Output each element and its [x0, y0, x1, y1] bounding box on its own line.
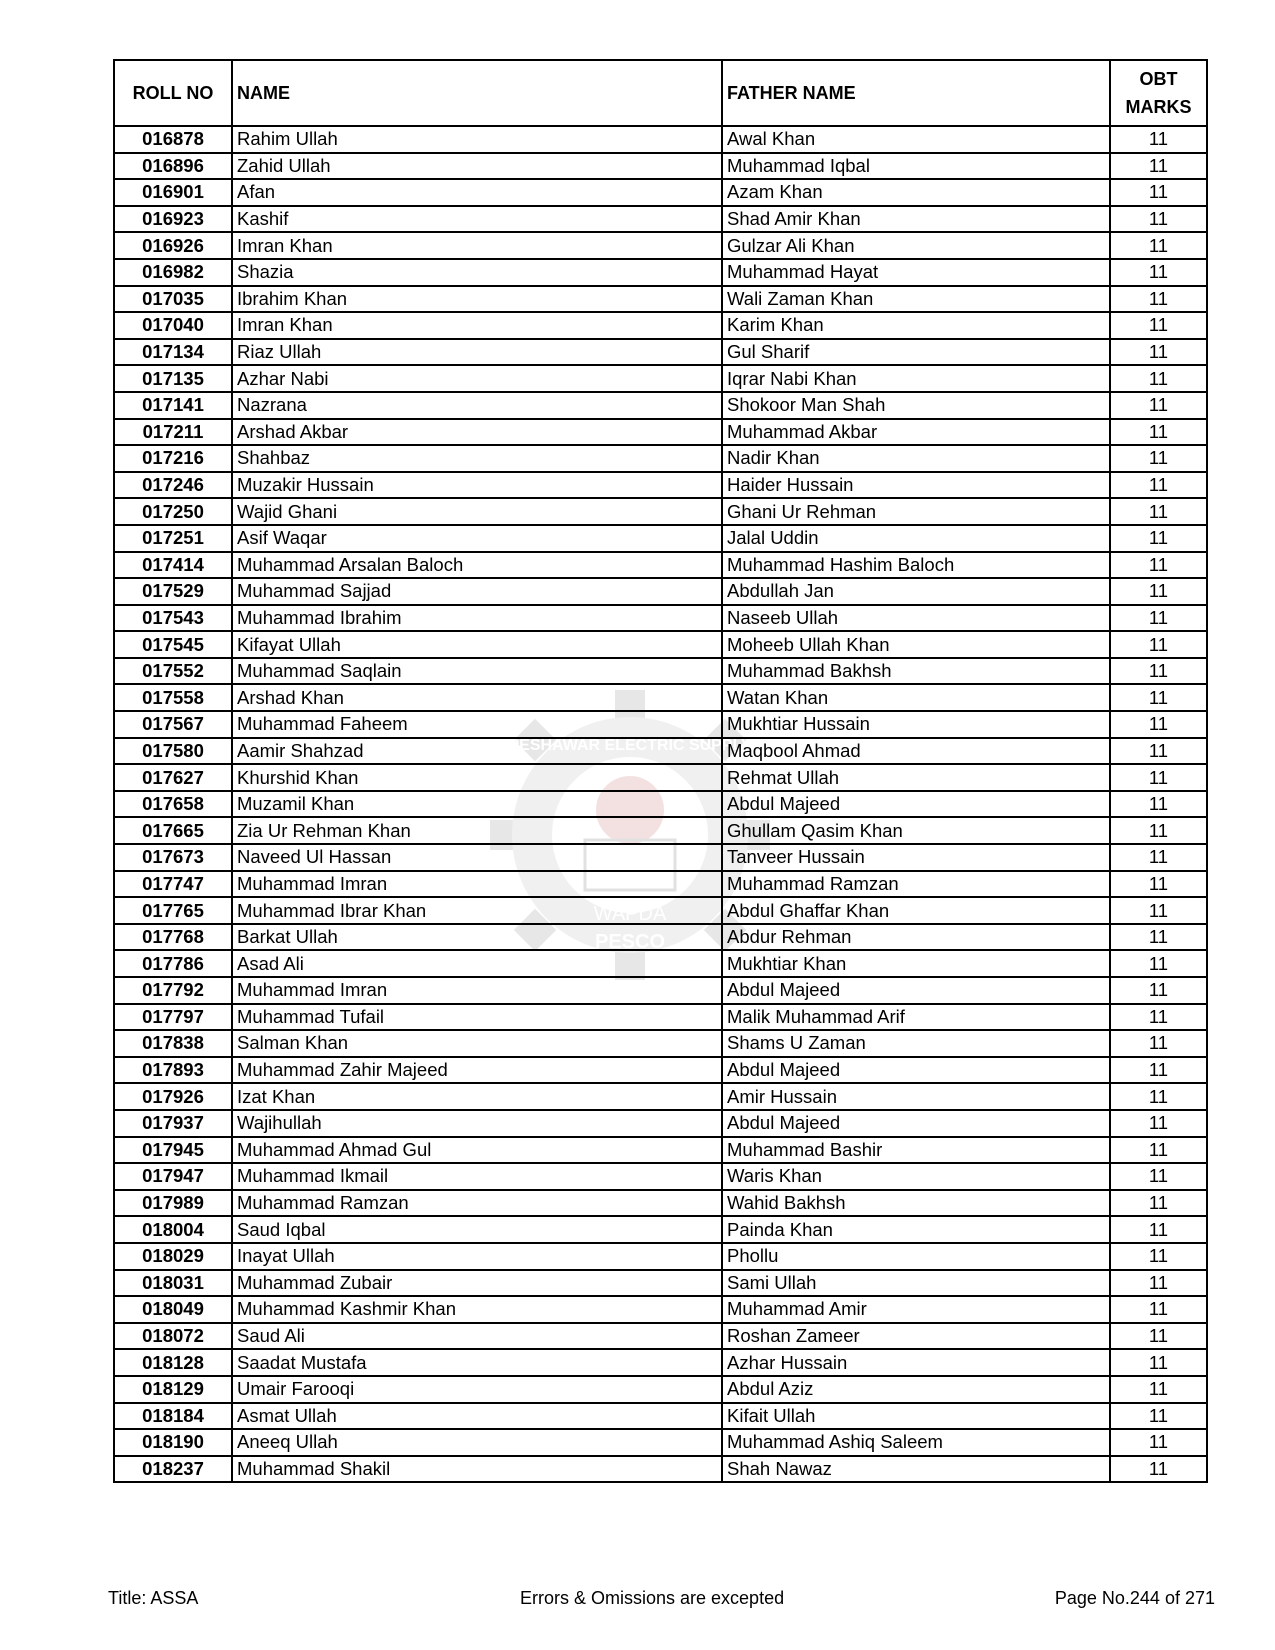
obt-marks-cell: 11: [1110, 1163, 1207, 1190]
table-row: [114, 552, 1207, 579]
name-cell: Arshad Khan: [232, 684, 722, 711]
roll-no-cell: 017765: [114, 897, 232, 924]
father-name-cell: Shams U Zaman: [722, 1030, 1110, 1057]
father-name-cell: Azhar Hussain: [722, 1349, 1110, 1376]
name-cell: Barkat Ullah: [232, 924, 722, 951]
header-obt-marks: [1110, 60, 1207, 126]
obt-marks-cell: 11: [1110, 578, 1207, 605]
name-cell: Muhammad Zubair: [232, 1270, 722, 1297]
roll-no-cell: 016926: [114, 232, 232, 259]
obt-marks-cell: 11: [1110, 977, 1207, 1004]
watermark-sub2: PESCO: [594, 931, 666, 953]
roll-no-cell: 017673: [114, 844, 232, 871]
table-row: [114, 259, 1207, 286]
father-name-cell: Naseeb Ullah: [722, 605, 1110, 632]
table-row: [114, 817, 1207, 844]
obt-marks-cell: 11: [1110, 844, 1207, 871]
father-name-cell: Shad Amir Khan: [722, 206, 1110, 233]
name-cell: Wajid Ghani: [232, 498, 722, 525]
obt-marks-cell: 11: [1110, 1376, 1207, 1403]
table-row: [114, 871, 1207, 898]
father-name-cell: Kifait Ullah: [722, 1403, 1110, 1430]
roll-no-cell: 018031: [114, 1270, 232, 1297]
father-name-cell: Gulzar Ali Khan: [722, 232, 1110, 259]
obt-marks-cell: 11: [1110, 179, 1207, 206]
roll-no-cell: 017040: [114, 312, 232, 339]
obt-marks-cell: 11: [1110, 684, 1207, 711]
name-cell: Saadat Mustafa: [232, 1349, 722, 1376]
father-name-cell: Shokoor Man Shah: [722, 392, 1110, 419]
table-row: [114, 312, 1207, 339]
name-cell: Muzamil Khan: [232, 791, 722, 818]
table-row: [114, 1403, 1207, 1430]
father-name-cell: Moheeb Ullah Khan: [722, 631, 1110, 658]
father-name-cell: Mukhtiar Hussain: [722, 711, 1110, 738]
name-cell: Aamir Shahzad: [232, 738, 722, 765]
name-cell: Nazrana: [232, 392, 722, 419]
roll-no-cell: 017211: [114, 419, 232, 446]
name-cell: Saud Ali: [232, 1323, 722, 1350]
name-cell: Muhammad Imran: [232, 871, 722, 898]
obt-marks-cell: 11: [1110, 1403, 1207, 1430]
name-cell: Naveed Ul Hassan: [232, 844, 722, 871]
name-cell: Shahbaz: [232, 445, 722, 472]
roll-no-cell: 017665: [114, 817, 232, 844]
roll-no-cell: 018128: [114, 1349, 232, 1376]
name-cell: Rahim Ullah: [232, 126, 722, 153]
table-row: [114, 1137, 1207, 1164]
obt-marks-cell: 11: [1110, 897, 1207, 924]
obt-marks-cell: 11: [1110, 1030, 1207, 1057]
obt-marks-cell: 11: [1110, 817, 1207, 844]
table-row: [114, 1429, 1207, 1456]
table-row: [114, 1004, 1207, 1031]
father-name-cell: Muhammad Bashir: [722, 1137, 1110, 1164]
table-row: [114, 764, 1207, 791]
father-name-cell: Painda Khan: [722, 1216, 1110, 1243]
roll-no-cell: 017747: [114, 871, 232, 898]
roll-no-cell: 018190: [114, 1429, 232, 1456]
obt-marks-cell: 11: [1110, 924, 1207, 951]
father-name-cell: Amir Hussain: [722, 1083, 1110, 1110]
name-cell: Muhammad Arsalan Baloch: [232, 552, 722, 579]
obt-marks-cell: 11: [1110, 738, 1207, 765]
table-row: [114, 844, 1207, 871]
roll-no-cell: 017768: [114, 924, 232, 951]
roll-no-cell: 017567: [114, 711, 232, 738]
footer-page-number: Page No.244 of 271: [1054, 1588, 1215, 1608]
father-name-cell: Abdul Majeed: [722, 1057, 1110, 1084]
table-row: [114, 1349, 1207, 1376]
roll-no-cell: 017552: [114, 658, 232, 685]
father-name-cell: Abdul Aziz: [722, 1376, 1110, 1403]
father-name-cell: Karim Khan: [722, 312, 1110, 339]
table-row: [114, 897, 1207, 924]
name-cell: Muhammad Ramzan: [232, 1190, 722, 1217]
roll-no-cell: 017216: [114, 445, 232, 472]
name-cell: Imran Khan: [232, 312, 722, 339]
table-row: [114, 445, 1207, 472]
father-name-cell: Awal Khan: [722, 126, 1110, 153]
obt-marks-cell: 11: [1110, 498, 1207, 525]
table-row: [114, 578, 1207, 605]
roll-no-cell: 016901: [114, 179, 232, 206]
name-cell: Muhammad Saqlain: [232, 658, 722, 685]
table-row: [114, 1456, 1207, 1483]
table-row: [114, 232, 1207, 259]
name-cell: Saud Iqbal: [232, 1216, 722, 1243]
roll-no-cell: 018049: [114, 1296, 232, 1323]
table-row: [114, 1110, 1207, 1137]
table-row: [114, 605, 1207, 632]
obt-marks-cell: 11: [1110, 286, 1207, 313]
roll-no-cell: 017580: [114, 738, 232, 765]
father-name-cell: Malik Muhammad Arif: [722, 1004, 1110, 1031]
roll-no-cell: 018072: [114, 1323, 232, 1350]
roll-no-cell: 017945: [114, 1137, 232, 1164]
header-obt-line1: OBT: [1139, 69, 1178, 89]
name-cell: Azhar Nabi: [232, 365, 722, 392]
table-row: [114, 684, 1207, 711]
table-row: [114, 153, 1207, 180]
name-cell: Muhammad Ikmail: [232, 1163, 722, 1190]
name-cell: Kifayat Ullah: [232, 631, 722, 658]
name-cell: Asif Waqar: [232, 525, 722, 552]
father-name-cell: Jalal Uddin: [722, 525, 1110, 552]
obt-marks-cell: 11: [1110, 1057, 1207, 1084]
roll-no-cell: 018029: [114, 1243, 232, 1270]
name-cell: Muhammad Tufail: [232, 1004, 722, 1031]
name-cell: Afan: [232, 179, 722, 206]
obt-marks-cell: 11: [1110, 552, 1207, 579]
obt-marks-cell: 11: [1110, 605, 1207, 632]
father-name-cell: Iqrar Nabi Khan: [722, 365, 1110, 392]
table-row: [114, 126, 1207, 153]
father-name-cell: Azam Khan: [722, 179, 1110, 206]
table-row: [114, 1323, 1207, 1350]
obt-marks-cell: 11: [1110, 1216, 1207, 1243]
header-roll-no: ROLL NO: [114, 60, 232, 126]
roll-no-cell: 017786: [114, 950, 232, 977]
obt-marks-cell: 11: [1110, 525, 1207, 552]
header-father-name: FATHER NAME: [722, 60, 1110, 126]
father-name-cell: Muhammad Ramzan: [722, 871, 1110, 898]
name-cell: Ibrahim Khan: [232, 286, 722, 313]
table-row: [114, 1216, 1207, 1243]
footer-note: Errors & Omissions are excepted: [520, 1588, 785, 1608]
father-name-cell: Muhammad Ashiq Saleem: [722, 1429, 1110, 1456]
father-name-cell: Muhammad Hashim Baloch: [722, 552, 1110, 579]
table-row: [114, 1296, 1207, 1323]
table-row: [114, 1030, 1207, 1057]
father-name-cell: Muhammad Akbar: [722, 419, 1110, 446]
father-name-cell: Sami Ullah: [722, 1270, 1110, 1297]
father-name-cell: Waris Khan: [722, 1163, 1110, 1190]
name-cell: Salman Khan: [232, 1030, 722, 1057]
roll-no-cell: 017989: [114, 1190, 232, 1217]
roll-no-cell: 017414: [114, 552, 232, 579]
roll-no-cell: 017937: [114, 1110, 232, 1137]
roll-no-cell: 017529: [114, 578, 232, 605]
father-name-cell: Nadir Khan: [722, 445, 1110, 472]
name-cell: Riaz Ullah: [232, 339, 722, 366]
name-cell: Arshad Akbar: [232, 419, 722, 446]
roll-no-cell: 017926: [114, 1083, 232, 1110]
roll-no-cell: 017558: [114, 684, 232, 711]
name-cell: Muhammad Ahmad Gul: [232, 1137, 722, 1164]
name-cell: Muhammad Ibrar Khan: [232, 897, 722, 924]
results-table: [113, 59, 1208, 1483]
name-cell: Muzakir Hussain: [232, 472, 722, 499]
obt-marks-cell: 11: [1110, 1270, 1207, 1297]
father-name-cell: Abdul Majeed: [722, 977, 1110, 1004]
obt-marks-cell: 11: [1110, 1004, 1207, 1031]
table-row: [114, 924, 1207, 951]
roll-no-cell: 017246: [114, 472, 232, 499]
table-row: [114, 1190, 1207, 1217]
obt-marks-cell: 11: [1110, 232, 1207, 259]
roll-no-cell: 017251: [114, 525, 232, 552]
father-name-cell: Muhammad Bakhsh: [722, 658, 1110, 685]
roll-no-cell: 017135: [114, 365, 232, 392]
roll-no-cell: 016982: [114, 259, 232, 286]
father-name-cell: Muhammad Hayat: [722, 259, 1110, 286]
father-name-cell: Abdullah Jan: [722, 578, 1110, 605]
obt-marks-cell: 11: [1110, 950, 1207, 977]
father-name-cell: Abdul Ghaffar Khan: [722, 897, 1110, 924]
obt-marks-cell: 11: [1110, 259, 1207, 286]
obt-marks-cell: 11: [1110, 764, 1207, 791]
father-name-cell: Ghullam Qasim Khan: [722, 817, 1110, 844]
father-name-cell: Watan Khan: [722, 684, 1110, 711]
roll-no-cell: 017947: [114, 1163, 232, 1190]
obt-marks-cell: 11: [1110, 445, 1207, 472]
name-cell: Muhammad Sajjad: [232, 578, 722, 605]
name-cell: Aneeq Ullah: [232, 1429, 722, 1456]
father-name-cell: Shah Nawaz: [722, 1456, 1110, 1483]
table-row: [114, 472, 1207, 499]
roll-no-cell: 017627: [114, 764, 232, 791]
table-row: [114, 1163, 1207, 1190]
roll-no-cell: 017893: [114, 1057, 232, 1084]
obt-marks-cell: 11: [1110, 1349, 1207, 1376]
name-cell: Umair Farooqi: [232, 1376, 722, 1403]
father-name-cell: Rehmat Ullah: [722, 764, 1110, 791]
table-row: [114, 339, 1207, 366]
father-name-cell: Tanveer Hussain: [722, 844, 1110, 871]
table-row: [114, 286, 1207, 313]
roll-no-cell: 018237: [114, 1456, 232, 1483]
father-name-cell: Muhammad Iqbal: [722, 153, 1110, 180]
father-name-cell: Mukhtiar Khan: [722, 950, 1110, 977]
name-cell: Zahid Ullah: [232, 153, 722, 180]
table-row: [114, 977, 1207, 1004]
table-row: [114, 658, 1207, 685]
name-cell: Wajihullah: [232, 1110, 722, 1137]
name-cell: Izat Khan: [232, 1083, 722, 1110]
name-cell: Muhammad Faheem: [232, 711, 722, 738]
name-cell: Inayat Ullah: [232, 1243, 722, 1270]
name-cell: Kashif: [232, 206, 722, 233]
table-row: [114, 525, 1207, 552]
name-cell: Khurshid Khan: [232, 764, 722, 791]
roll-no-cell: 017658: [114, 791, 232, 818]
father-name-cell: Roshan Zameer: [722, 1323, 1110, 1350]
obt-marks-cell: 11: [1110, 1296, 1207, 1323]
father-name-cell: Abdul Majeed: [722, 791, 1110, 818]
roll-no-cell: 017134: [114, 339, 232, 366]
obt-marks-cell: 11: [1110, 871, 1207, 898]
roll-no-cell: 016896: [114, 153, 232, 180]
table-row: [114, 1057, 1207, 1084]
father-name-cell: Haider Hussain: [722, 472, 1110, 499]
footer-title: Title: ASSA: [108, 1588, 199, 1608]
table-row: [114, 498, 1207, 525]
obt-marks-cell: 11: [1110, 1456, 1207, 1483]
name-cell: Muhammad Kashmir Khan: [232, 1296, 722, 1323]
obt-marks-cell: 11: [1110, 711, 1207, 738]
obt-marks-cell: 11: [1110, 658, 1207, 685]
obt-marks-cell: 11: [1110, 1137, 1207, 1164]
name-cell: Imran Khan: [232, 232, 722, 259]
name-cell: Muhammad Imran: [232, 977, 722, 1004]
father-name-cell: Abdur Rehman: [722, 924, 1110, 951]
obt-marks-cell: 11: [1110, 392, 1207, 419]
roll-no-cell: 018004: [114, 1216, 232, 1243]
obt-marks-cell: 11: [1110, 339, 1207, 366]
obt-marks-cell: 11: [1110, 1083, 1207, 1110]
obt-marks-cell: 11: [1110, 365, 1207, 392]
obt-marks-cell: 11: [1110, 419, 1207, 446]
name-cell: Asmat Ullah: [232, 1403, 722, 1430]
obt-marks-cell: 11: [1110, 153, 1207, 180]
table-row: [114, 631, 1207, 658]
table-row: [114, 419, 1207, 446]
header-obt-line2: MARKS: [1125, 97, 1192, 117]
name-cell: Muhammad Zahir Majeed: [232, 1057, 722, 1084]
table-row: [114, 738, 1207, 765]
table-row: [114, 791, 1207, 818]
father-name-cell: Wahid Bakhsh: [722, 1190, 1110, 1217]
roll-no-cell: 018129: [114, 1376, 232, 1403]
watermark-sub1: WAPDA: [593, 903, 667, 925]
table-row: [114, 711, 1207, 738]
roll-no-cell: 017797: [114, 1004, 232, 1031]
name-cell: Zia Ur Rehman Khan: [232, 817, 722, 844]
father-name-cell: Maqbool Ahmad: [722, 738, 1110, 765]
father-name-cell: Muhammad Amir: [722, 1296, 1110, 1323]
obt-marks-cell: 11: [1110, 631, 1207, 658]
father-name-cell: Ghani Ur Rehman: [722, 498, 1110, 525]
father-name-cell: Gul Sharif: [722, 339, 1110, 366]
obt-marks-cell: 11: [1110, 1323, 1207, 1350]
table-header-row: [114, 60, 1207, 126]
name-cell: Shazia: [232, 259, 722, 286]
roll-no-cell: 017838: [114, 1030, 232, 1057]
obt-marks-cell: 11: [1110, 472, 1207, 499]
table-row: [114, 392, 1207, 419]
obt-marks-cell: 11: [1110, 206, 1207, 233]
header-name: NAME: [232, 60, 722, 126]
table-row: [114, 179, 1207, 206]
obt-marks-cell: 11: [1110, 1110, 1207, 1137]
roll-no-cell: 017545: [114, 631, 232, 658]
table-row: [114, 1270, 1207, 1297]
roll-no-cell: 017792: [114, 977, 232, 1004]
table-row: [114, 1083, 1207, 1110]
table-row: [114, 1376, 1207, 1403]
roll-no-cell: 016878: [114, 126, 232, 153]
father-name-cell: Abdul Majeed: [722, 1110, 1110, 1137]
obt-marks-cell: 11: [1110, 126, 1207, 153]
name-cell: Muhammad Shakil: [232, 1456, 722, 1483]
roll-no-cell: 017035: [114, 286, 232, 313]
obt-marks-cell: 11: [1110, 312, 1207, 339]
roll-no-cell: 016923: [114, 206, 232, 233]
roll-no-cell: 018184: [114, 1403, 232, 1430]
obt-marks-cell: 11: [1110, 1190, 1207, 1217]
roll-no-cell: 017250: [114, 498, 232, 525]
father-name-cell: Phollu: [722, 1243, 1110, 1270]
obt-marks-cell: 11: [1110, 1429, 1207, 1456]
table-row: [114, 206, 1207, 233]
father-name-cell: Wali Zaman Khan: [722, 286, 1110, 313]
table-row: [114, 1243, 1207, 1270]
watermark-label: PESHAWAR ELECTRIC SUPPLY: [508, 737, 752, 754]
obt-marks-cell: 11: [1110, 791, 1207, 818]
name-cell: Asad Ali: [232, 950, 722, 977]
roll-no-cell: 017543: [114, 605, 232, 632]
obt-marks-cell: 11: [1110, 1243, 1207, 1270]
table-row: [114, 950, 1207, 977]
roll-no-cell: 017141: [114, 392, 232, 419]
table-row: [114, 365, 1207, 392]
name-cell: Muhammad Ibrahim: [232, 605, 722, 632]
